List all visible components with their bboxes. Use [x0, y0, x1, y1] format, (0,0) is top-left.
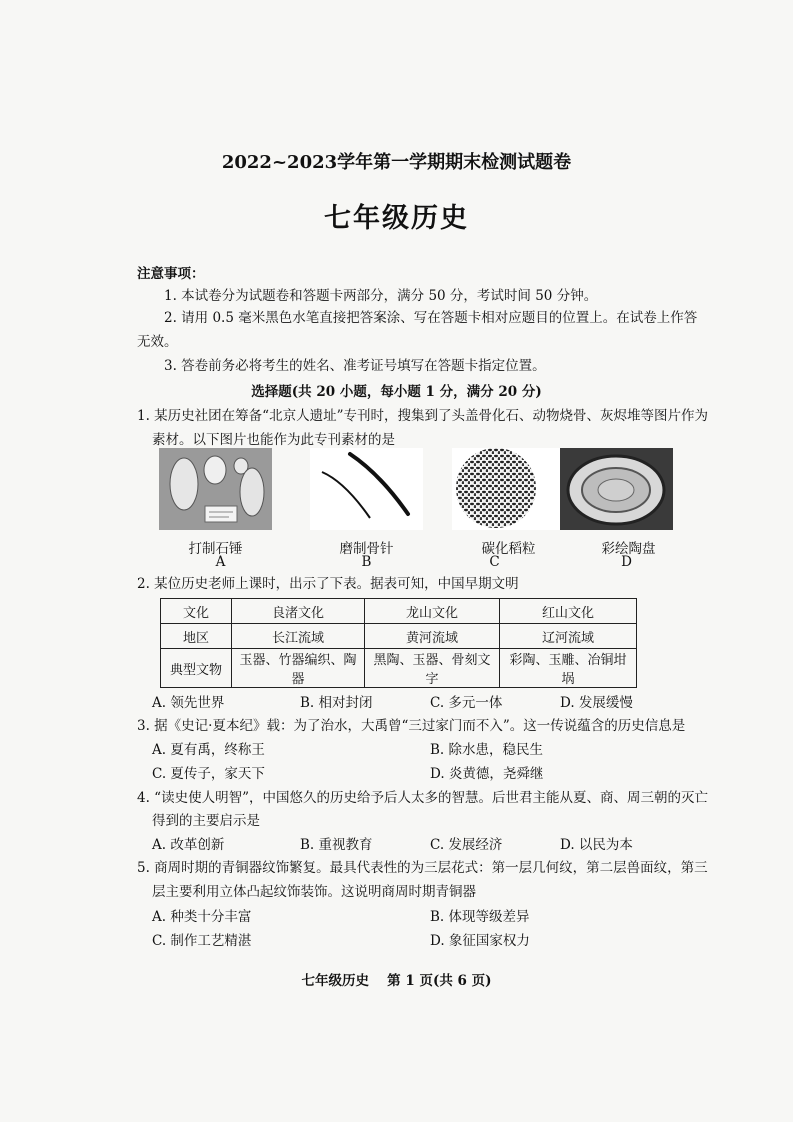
q1-stem-line-1: 1. 某历史社团在筹备“北京人遗址”专刊时，搜集到了头盖骨化石、动物烧骨、灰烬堆等图片作为 — [137, 408, 708, 424]
note-item-1: 1. 本试卷分为试题卷和答题卡两部分，满分 50 分，考试时间 50 分钟。 — [164, 288, 598, 304]
table-cell: 玉器、竹器编织、陶器 — [232, 649, 365, 688]
q4-option-d[interactable]: D. 以民为本 — [560, 837, 633, 853]
option-letter: A — [215, 554, 226, 570]
q4-stem-line-1: 4. “读史使人明智”，中国悠久的历史给予后人太多的智慧。后世君主能从夏、商、周三朝的灭亡 — [137, 790, 708, 806]
carbonized-rice-icon — [452, 448, 565, 530]
table-cell: 地区 — [161, 624, 232, 649]
exam-title: 2022~2023学年第一学期期末检测试题卷 — [221, 152, 572, 173]
option-letter: C — [489, 554, 500, 570]
q3-stem: 3. 据《史记·夏本纪》载：为了治水，大禹曾“三过家门而不入”。这一传说蕴含的历史信息是 — [137, 718, 686, 734]
table-row — [161, 599, 637, 624]
q4-option-b[interactable]: B. 重视教育 — [300, 837, 373, 853]
q5-option-b[interactable]: B. 体现等级差异 — [430, 909, 530, 925]
table-cell: 典型文物 — [161, 649, 232, 688]
q4-stem-line-2: 得到的主要启示是 — [152, 813, 260, 829]
image-caption: 磨制骨针 — [339, 541, 394, 557]
table-row — [161, 624, 637, 649]
q3-option-d[interactable]: D. 炎黄德，尧舜继 — [430, 766, 544, 782]
table-cell: 红山文化 — [500, 599, 637, 624]
subject-title: 七年级历史 — [324, 203, 469, 234]
q2-option-c[interactable]: C. 多元一体 — [430, 695, 503, 711]
table-cell: 黑陶、玉器、骨刻文字 — [365, 649, 500, 688]
q5-stem-line-2: 层主要利用立体凸起纹饰装饰。这说明商周时期青铜器 — [152, 884, 476, 900]
table-row — [161, 649, 637, 688]
q2-option-b[interactable]: B. 相对封闭 — [300, 695, 373, 711]
q5-option-c[interactable]: C. 制作工艺精湛 — [152, 933, 252, 949]
q4-option-c[interactable]: C. 发展经济 — [430, 837, 503, 853]
table-cell: 彩陶、玉雕、冶铜坩埚 — [500, 649, 637, 688]
notes-heading: 注意事项： — [137, 266, 205, 282]
q5-option-d[interactable]: D. 象征国家权力 — [430, 933, 530, 949]
q5-option-a[interactable]: A. 种类十分丰富 — [152, 909, 252, 925]
option-letter: D — [621, 554, 632, 570]
q2-stem: 2. 某位历史老师上课时，出示了下表。据表可知，中国早期文明 — [137, 576, 519, 592]
bone-needle-icon — [310, 448, 423, 530]
note-item-3: 3. 答卷前务必将考生的姓名、准考证号填写在答题卡指定位置。 — [164, 358, 546, 374]
option-letter: B — [361, 554, 372, 570]
q5-stem-line-1: 5. 商周时期的青铜器纹饰繁复。最具代表性的为三层花式：第一层几何纹，第二层兽面纹，第三 — [137, 860, 708, 876]
table-cell: 黄河流域 — [365, 624, 500, 649]
culture-table — [160, 598, 637, 688]
section-title: 选择题(共 20 小题，每小题 1 分，满分 20 分) — [251, 384, 542, 400]
note-item-2-line-1: 2. 请用 0.5 毫米黑色水笔直接把答案涂、写在答题卡相对应题目的位置上。在试卷上作答 — [164, 310, 698, 326]
table-cell: 良渚文化 — [232, 599, 365, 624]
q3-option-c[interactable]: C. 夏传子，家天下 — [152, 766, 265, 782]
table-cell: 龙山文化 — [365, 599, 500, 624]
page-footer: 七年级历史 第 1 页(共 6 页) — [301, 973, 492, 989]
q4-option-a[interactable]: A. 改革创新 — [152, 837, 225, 853]
image-caption: 打制石锤 — [188, 541, 243, 557]
image-caption: 碳化稻粒 — [481, 541, 536, 557]
q1-stem-line-2: 素材。以下图片也能作为此专刊素材的是 — [152, 432, 395, 448]
image-caption: 彩绘陶盘 — [601, 541, 656, 557]
q3-option-a[interactable]: A. 夏有禹，终称王 — [152, 742, 265, 758]
table-cell: 长江流域 — [232, 624, 365, 649]
q2-option-a[interactable]: A. 领先世界 — [152, 695, 225, 711]
painted-pottery-plate-icon — [560, 448, 673, 530]
q3-option-b[interactable]: B. 除水患，稳民生 — [430, 742, 544, 758]
table-cell: 辽河流域 — [500, 624, 637, 649]
q2-option-d[interactable]: D. 发展缓慢 — [560, 695, 633, 711]
note-item-2-line-2: 无效。 — [137, 334, 178, 350]
table-cell: 文化 — [161, 599, 232, 624]
stone-hammers-icon — [159, 448, 272, 530]
